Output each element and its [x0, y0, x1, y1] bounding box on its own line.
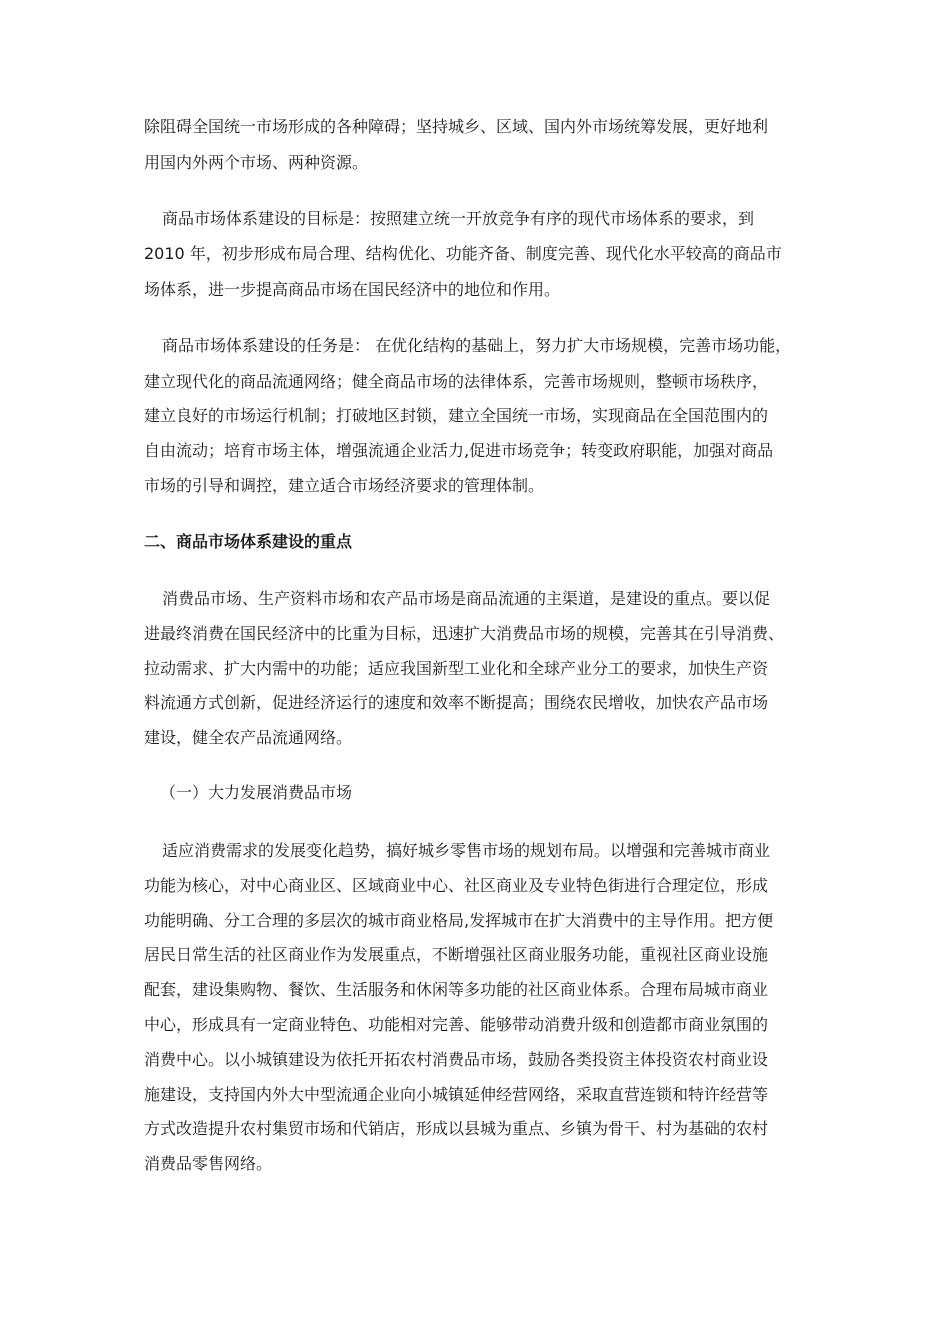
paragraph-line: 进最终消费在国民经济中的比重为目标，迅速扩大消费品市场的规模，完善其在引导消费、: [144, 624, 785, 643]
paragraph-line: 中心，形成具有一定商业特色、功能相对完善、能够带动消费升级和创造都市商业氛围的: [144, 1015, 769, 1034]
paragraph-line: 除阻碍全国统一市场形成的各种障碍；坚持城乡、区域、国内外市场统筹发展，更好地利: [144, 117, 769, 136]
paragraph-line: 建立良好的市场运行机制；打破地区封锁，建立全国统一市场，实现商品在全国范围内的: [144, 406, 769, 425]
paragraph-line: 商品市场体系建设的任务是： 在优化结构的基础上，努力扩大市场规模，完善市场功能，: [162, 336, 792, 355]
paragraph-line: 适应消费需求的发展变化趋势，搞好城乡零售市场的规划布局。以增强和完善城市商业: [162, 841, 771, 860]
paragraph-line: 商品市场体系建设的目标是：按照建立统一开放竞争有序的现代市场体系的要求，到: [162, 209, 755, 228]
paragraph-line: 功能为核心，对中心商业区、区域商业中心、社区商业及专业特色街进行合理定位，形成: [144, 876, 769, 895]
paragraph-line: 场体系，进一步提高商品市场在国民经济中的地位和作用。: [144, 280, 561, 299]
paragraph-line: 消费品市场、生产资料市场和农产品市场是商品流通的主渠道，是建设的重点。要以促: [162, 589, 771, 608]
subsection-heading: （一）大力发展消费品市场: [160, 783, 353, 802]
paragraph-line: 方式改造提升农村集贸市场和代销店，形成以县城为重点、乡镇为骨干、村为基础的农村: [144, 1119, 769, 1138]
paragraph-line: 施建设，支持国内外大中型流通企业向小城镇延伸经营网络，采取直营连锁和特许经营等: [144, 1085, 769, 1104]
paragraph-line: 2010 年，初步形成布局合理、结构优化、功能齐备、制度完善、现代化水平较高的商品市: [144, 244, 782, 263]
paragraph-line: 料流通方式创新，促进经济运行的速度和效率不断提高；围绕农民增收，加快农产品市场: [144, 693, 769, 712]
paragraph-line: 市场的引导和调控，建立适合市场经济要求的管理体制。: [144, 476, 545, 495]
paragraph-line: 拉动需求、扩大内需中的功能；适应我国新型工业化和全球产业分工的要求，加快生产资: [144, 659, 769, 678]
paragraph-line: 居民日常生活的社区商业作为发展重点，不断增强社区商业服务功能，重视社区商业设施: [144, 945, 769, 964]
paragraph-line: 自由流动；培育市场主体，增强流通企业活力,促进市场竞争；转变政府职能，加强对商品: [144, 441, 774, 460]
paragraph-line: 功能明确、分工合理的多层次的城市商业格局,发挥城市在扩大消费中的主导作用。把方便: [144, 911, 774, 930]
paragraph-line: 配套，建设集购物、餐饮、生活服务和休闲等多功能的社区商业体系。合理布局城市商业: [144, 980, 769, 999]
paragraph-line: 建立现代化的商品流通网络；健全商品市场的法律体系，完善市场规则，整顿市场秩序，: [144, 372, 769, 391]
paragraph-line: 用国内外两个市场、两种资源。: [144, 153, 369, 172]
paragraph-line: 消费品零售网络。: [144, 1154, 273, 1173]
paragraph-line: 建设，健全农产品流通网络。: [144, 728, 353, 747]
section-heading: 二、商品市场体系建设的重点: [144, 532, 353, 551]
paragraph-line: 消费中心。以小城镇建设为依托开拓农村消费品市场，鼓励各类投资主体投资农村商业设: [144, 1050, 769, 1069]
